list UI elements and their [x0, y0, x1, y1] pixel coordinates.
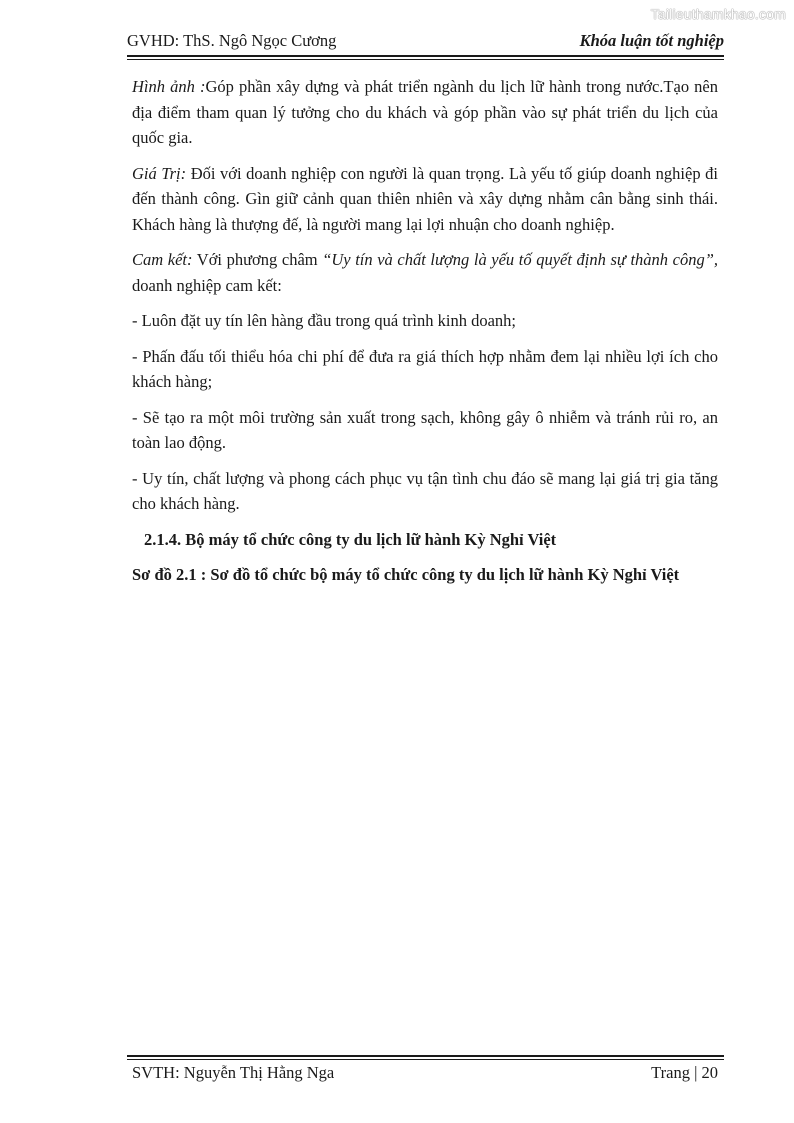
paragraph-commitment: Cam kết: Với phương châm “Uy tín và chất lượng là yếu tố quyết định sự thành công”, doanh nghiệp cam kết: [132, 250, 719, 295]
page-number: Trang | 20 [651, 1063, 718, 1082]
bullet-item: - Uy tín, chất lượng và phong cách phục vụ tận tình chu đáo sẽ mang lại giá trị gia tăng cho khách hàng. [132, 468, 718, 513]
paragraph-image: Hình ảnh :Góp phần xây dựng và phát triển ngành du lịch lữ hành trong nước.Tạo nên địa điểm tham quan lý tưởng cho du khách và góp phần vào sự phát triển du lịch của quốc gia. [132, 77, 719, 147]
bullet-item: - Phấn đấu tối thiểu hóa chi phí để đưa ra giá thích hợp nhằm đem lại nhiều lợi ích cho khách hàng; [132, 346, 718, 391]
label-commitment: Cam kết: [132, 250, 193, 269]
footer-rule-thin [127, 1059, 724, 1060]
footer-student: SVTH: Nguyễn Thị Hằng Nga [132, 1063, 335, 1082]
label-value: Giá Trị: [132, 163, 187, 183]
watermark-text: Tailieuthamkhao.com [650, 6, 786, 22]
section-heading: 2.1.4. Bộ máy tổ chức công ty du lịch lữ hành Kỳ Nghỉ Việt [144, 529, 557, 549]
page-content [132, 74, 718, 598]
header-rule-thin [127, 59, 724, 60]
bullet-item: - Sẽ tạo ra một môi trường sản xuất trong sạch, không gây ô nhiễm và tránh rủi ro, an toàn lao động. [132, 407, 718, 452]
footer-rule-thick [127, 1055, 724, 1057]
page-header [127, 31, 724, 51]
motto-quote: “Uy tín và chất lượng là yếu tố quyết định sự thành công”, [322, 250, 719, 269]
header-advisor: GVHD: ThS. Ngô Ngọc Cương [127, 31, 337, 50]
page-footer [132, 1063, 718, 1083]
header-document-type: Khóa luận tốt nghiệp [579, 31, 724, 50]
paragraph-value: Giá Trị: Đối với doanh nghiệp con người là quan trọng. Là yếu tố giúp doanh nghiệp đi đến thành công. Gìn giữ cảnh quan thiên nhiên và xây dựng nhằm cân bằng sinh thái. Khách hàng là thượng đế, là người mang lại lợi nhuận cho doanh nghiệp. [132, 163, 718, 234]
figure-caption: Sơ đồ 2.1 : Sơ đồ tổ chức bộ máy tổ chức công ty du lịch lữ hành Kỳ Nghỉ Việt [132, 565, 680, 584]
bullet-item: - Luôn đặt uy tín lên hàng đầu trong quá trình kinh doanh; [132, 311, 517, 330]
header-rule-thick [127, 55, 724, 57]
label-image: Hình ảnh : [132, 77, 206, 96]
